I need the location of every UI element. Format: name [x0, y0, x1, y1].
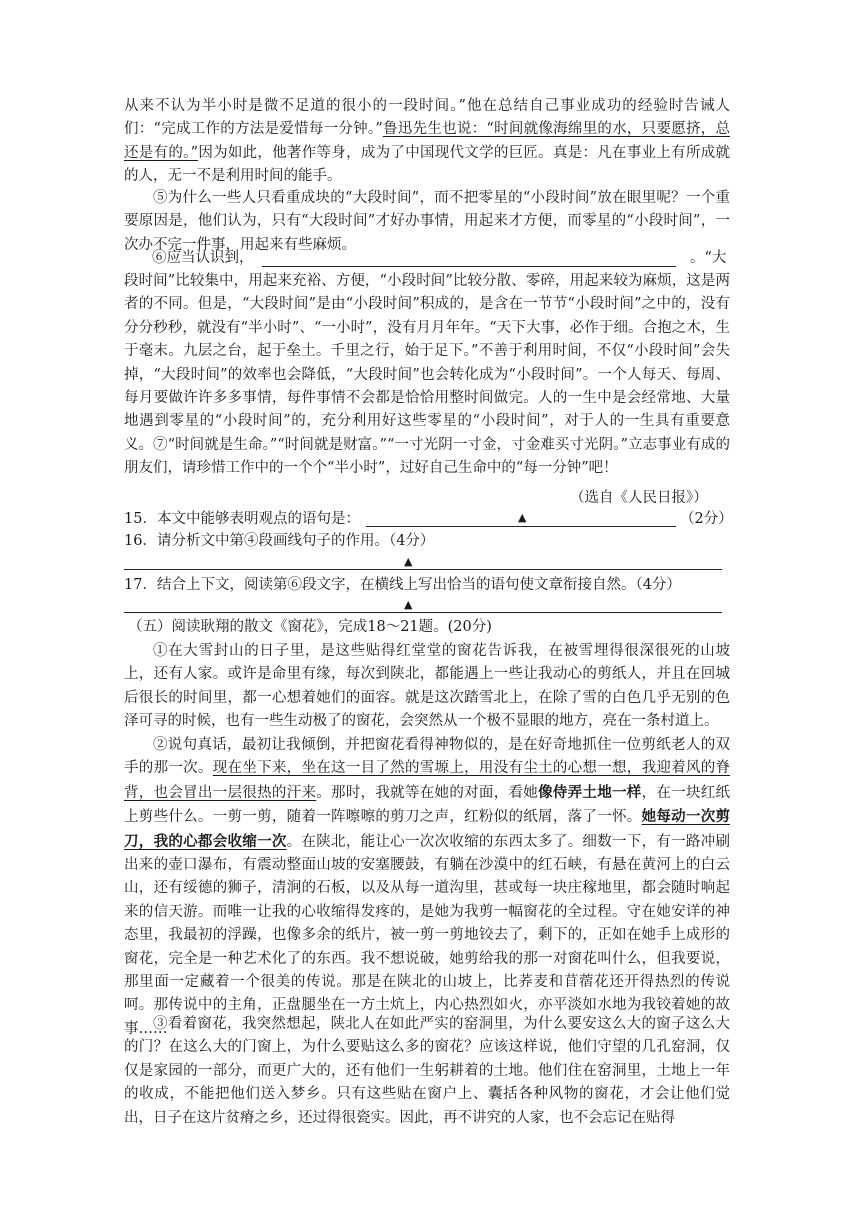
answer-blank-p6[interactable] [262, 266, 676, 267]
answer-marker-q16: ▲ [404, 555, 413, 568]
essay-paragraph-3: ③看着窗花，我突然想起，陕北人在如此严实的窑洞里，为什么要安这么大的窗子这么大的门？在这么大的门窗上，为什么要贴这么多的窗花？应该这样说，他们守望的几孔窑洞，仅仅是家园的一部分，而更广大的，还有他们一生躬耕着的土地。他们住在窑洞里，土地上一年的收成，不能把他们送入梦乡。只有这些贴在窗户上、囊括各种风物的窗花，才会让他们觉出，日子在这片贫瘠之乡，还过得很瓷实。因此，再不讲究的人家，也不会忘记在贴得 [124, 1016, 730, 1126]
section-5-heading: （五）阅读耿翔的散文《窗花》，完成18～21题。(20分) [128, 619, 492, 635]
answer-marker-q17: ▲ [404, 598, 413, 611]
question-16: 16．请分析文中第④段画线句子的作用。（4分） [124, 533, 435, 549]
paragraph-6: 段时间”比较集中，用起来充裕、方便，“小段时间”比较分散、零碎，用起来较为麻烦，这是两者的不同。但是，“大段时间”是由“小段时间”积成的，是含在一节节“小段时间”之中的，没有分分秒秒，就没有“半小时”、“一小时”，没有月月年年。“天下大事，必作于细。合抱之木，生于毫末。九层之台，起于垒土。千里之行，始于足下。”不善于利用时间，不仅“小段时间”会失掉，“大段时间”的效率也会降低，“大段时间”也会转化成为“小段时间”。一个人每天、每周、每月要做许许多多事情，每件事情不会都是恰恰用整时间做完。人的一生中是会经常地、大量地遇到零星的“小段时间”的，充分利用好这些零星的“小段时间”，对于人的一生具有重要意义。 [124, 273, 730, 453]
essay-p2-bold-underlined: 她每动一次剪刀，我的心都会收缩一次 [124, 808, 730, 850]
paragraph-6-blank-end: 。“大 [690, 250, 727, 266]
answer-line-q17[interactable] [124, 612, 722, 613]
essay-p2-underlined: 现在坐下来，坐在这一目了然的雪塬上，用没有尘土的心想一想，我迎着风的脊背，也会冒出一层很热的汗来 [124, 760, 731, 801]
question-15: 15．本文中能够表明观点的语句是： [124, 511, 360, 527]
essay-p2-text-3: ，在一块红纸上剪些什么。一剪一剪，随着一阵嚓嚓的剪刀之声，红粉似的纸屑，落了一怀。 [124, 784, 731, 826]
answer-marker-q15: ▲ [518, 511, 527, 524]
underlined-quote: 鲁迅先生也说：“时间就像海绵里的水，只要愿挤，总还是有的。” [124, 121, 730, 161]
essay-p2-text-2: 。那时，我就等在她的对面，看她 [316, 784, 539, 801]
paragraph-intro [124, 95, 730, 189]
question-15-score: （2分） [680, 511, 733, 527]
paragraph-6-lead: ⑥应当认识到， [152, 250, 254, 266]
intro-text-end: 因为如此，他著作等身，成为了中国现代文学的巨匠。真是：凡在事业上有所成就的人，无一不是利用时间的能手。 [124, 144, 730, 185]
essay-paragraph-2 [124, 734, 730, 1041]
essay-p2-bold: 像侍弄土地一样 [538, 783, 642, 801]
intro-text: 从来不认为半小时是微不足道的很小的一段时间。”他在总结自己事业成功的经验时告诫人们：“完成工作的方法是爱惜每一分钟。” [124, 98, 730, 138]
paragraph-7: ⑦“时间就是生命。”“时间就是财富。”“一寸光阴一寸金，寸金难买寸光阴。”立志事业有成的朋友们，请珍惜工作中的一个个“半小时”，过好自己生命中的“每一分钟”吧！ [124, 437, 730, 477]
answer-line-q15[interactable] [366, 526, 676, 527]
essay-p2-text-4: 。在陕北，能让心一次次收缩的东西太多了。细数一下，有一路冲刷出来的壶口瀑布，有震动整面山坡的安塞腰鼓，有躺在沙漠中的红石峡，有悬在黄河上的白云山，还有绥德的狮子，清涧的石板，以及从每一道沟里，甚或每一块庄稼地里，都会随时响起来的信天游。而唯一让我的心收缩得发疼的，是她为我剪一幅窗花的全过程。守在她安详的神态里，我最初的浮躁，也像多余的纸片，被一剪一剪地铰去了，剩下的，正如在她手上成形的窗花，完全是一种艺术化了的东西。我不想说破，她剪给我的那一对窗花叫什么，但我要说，那里面一定藏着一个很美的传说。那是在陕北的山坡上，比荞麦和苜蓿花还开得热烈的传说呵。那传说中的主角，正盘腿坐在一方土炕上，内心热烈如火，亦平淡如水地为我铰着她的故事…… [124, 833, 731, 1037]
essay-paragraph-1: ①在大雪封山的日子里，是这些贴得红堂堂的窗花告诉我，在被雪埋得很深很死的山坡上，还有人家。或许是命里有缘，每次到陕北，都能遇上一些让我动心的剪纸人，并且在回城后很长的时间里，都一心想着她们的面容。就是这次踏雪北上，在除了雪的白色几乎无别的色泽可寻的时候，也有一些生动极了的窗花，会突然从一个极不显眼的地方，亮在一条村道上。 [124, 643, 730, 730]
paragraph-5: ⑤为什么一些人只看重成块的“大段时间”，而不把零星的“小段时间”放在眼里呢？一个重要原因是，他们认为，只有“大段时间”才好办事情，用起来才方便，而零星的“小段时间”，一次办不完一件事，用起来有些麻烦。 [124, 190, 730, 253]
question-17: 17．结合上下文，阅读第⑥段文字，在横线上写出恰当的语句使文章衔接自然。（4分） [124, 577, 681, 593]
essay-p2-text: ②说句真话，最初让我倾倒，并把窗花看得神物似的，是在好奇地抓住一位剪纸老人的双手的那一次。 [124, 737, 730, 777]
article-source: （选自《人民日报》） [570, 490, 708, 506]
answer-line-q16[interactable] [124, 569, 722, 570]
